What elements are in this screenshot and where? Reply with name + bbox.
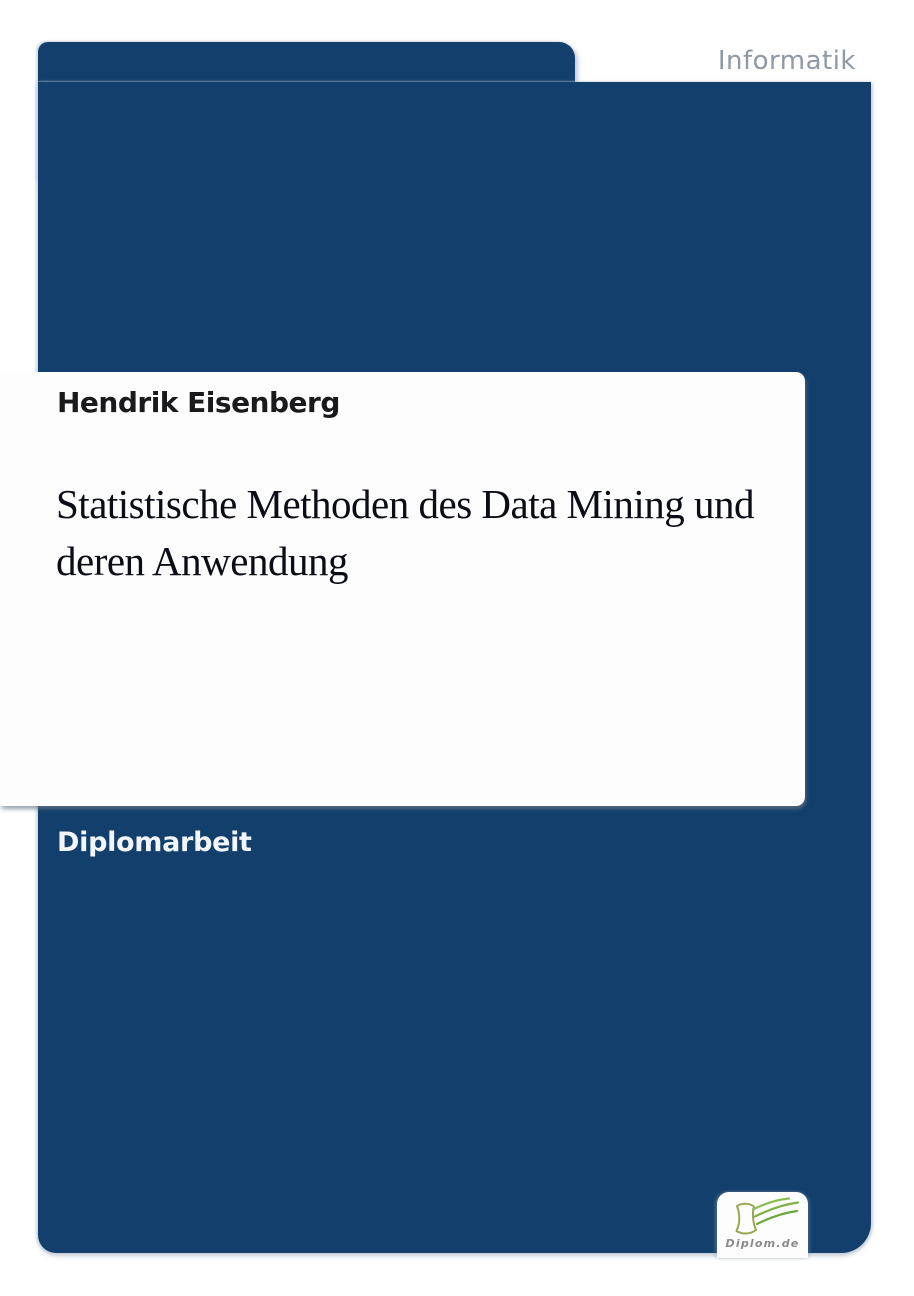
book-title-line-1: Statistische Methoden des Data Mining und bbox=[56, 481, 755, 527]
book-title bbox=[56, 476, 754, 590]
author-name: Hendrik Eisenberg bbox=[57, 386, 340, 419]
category-label: Informatik bbox=[717, 46, 856, 76]
paper-swoosh-icon bbox=[726, 1197, 800, 1239]
document-type-label: Diplomarbeit bbox=[57, 827, 252, 858]
publisher-name: Diplom.de bbox=[725, 1237, 800, 1250]
publisher-logo-tab bbox=[717, 1192, 808, 1258]
book-title-line-2: deren Anwendung bbox=[56, 538, 348, 584]
